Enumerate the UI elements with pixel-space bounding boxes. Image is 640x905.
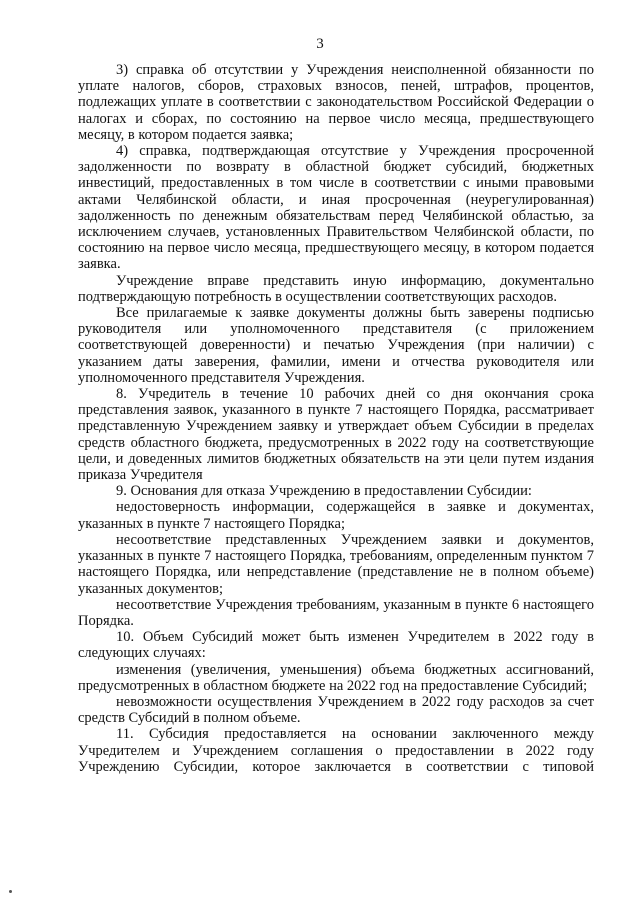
paragraph-change-case-1: изменения (увеличения, уменьшения) объема бюджетных ассигнований, предусмотренных в областном бюджете на 2022 год на предоставление Субсидий; [78,661,594,694]
paragraph-clause-10: 10. Объем Субсидий может быть изменен Учредителем в 2022 году в следующих случаях: [78,629,594,662]
paragraph-certificate-debt: 4) справка, подтверждающая отсутствие у Учреждения просроченной задолженности по возврату в областной бюджет субсидий, бюджетных инвестиций, предоставленных в том числе в соответствии с иными правовыми актами Челябинской области, и иная просроченная (неурегулированная) задолженность по денежным обязательствам перед Челябинской областью, за исключением случаев, установленных Правительством Челябинской области, по состоянию на первое число месяца, предшествующего месяцу, в котором подается заявка. [78,143,594,273]
paragraph-certificate-taxes: 3) справка об отсутствии у Учреждения неисполненной обязанности по уплате налогов, сборов, страховых взносов, пеней, штрафов, процентов, подлежащих уплате в соответствии с законодательством Российской Федерации о налогах и сборах, по состоянию на первое число месяца, предшествующего месяцу, в котором подается заявка; [78,62,594,143]
paragraph-additional-info: Учреждение вправе представить иную информацию, документально подтверждающую потребность в осуществлении соответствующих расходов. [78,272,594,305]
paragraph-change-case-2: невозможности осуществления Учреждением в 2022 году расходов за счет средств Субсидий в полном объеме. [78,693,594,727]
paragraph-clause-9: 9. Основания для отказа Учреждению в предоставлении Субсидии: [116,483,532,500]
paragraph-clause-8: 8. Учредитель в течение 10 рабочих дней со дня окончания срока представления заявок, указанного в пункте 7 настоящего Порядка, рассматривает представленную Учреждением заявку и утверждает объем Субсидии в пределах средств областного бюджета, предусмотренных в 2022 году на соответствующие цели, и доведенных лимитов бюджетных обязательств на эти цели путем издания приказа Учредителя [78,386,594,484]
page-number: 3 [316,36,324,52]
paragraph-clause-11: 11. Субсидия предоставляется на основании заключенного между Учредителем и Учреждением соглашения о предоставлении в 2022 году Учреждению Субсидии, которое заключается в соответствии с типовой [78,726,594,775]
paragraph-refusal-reason-3: несоответствие Учреждения требованиям, указанным в пункте 6 настоящего Порядка. [78,596,594,629]
document-body [78,62,594,775]
paragraph-refusal-reason-2: несоответствие представленных Учреждением заявки и документов, указанных в пункте 7 настоящего Порядка, требованиям, определенным пунктом 7 настоящего Порядка, или непредставление (представление не в полном объеме) указанных документов; [78,531,594,597]
paragraph-document-certification: Все прилагаемые к заявке документы должны быть заверены подписью руководителя или уполномоченного представителя (с приложением соответствующей доверенности) и печатью Учреждения (при наличии) с указанием даты заверения, фамилии, имени и отчества руководителя или уполномоченного представителя Учреждения. [78,305,594,386]
paragraph-refusal-reason-1: недостоверность информации, содержащейся в заявке и документах, указанных в пункте 7 настоящего Порядка; [78,499,594,532]
scan-artifact [9,890,12,893]
